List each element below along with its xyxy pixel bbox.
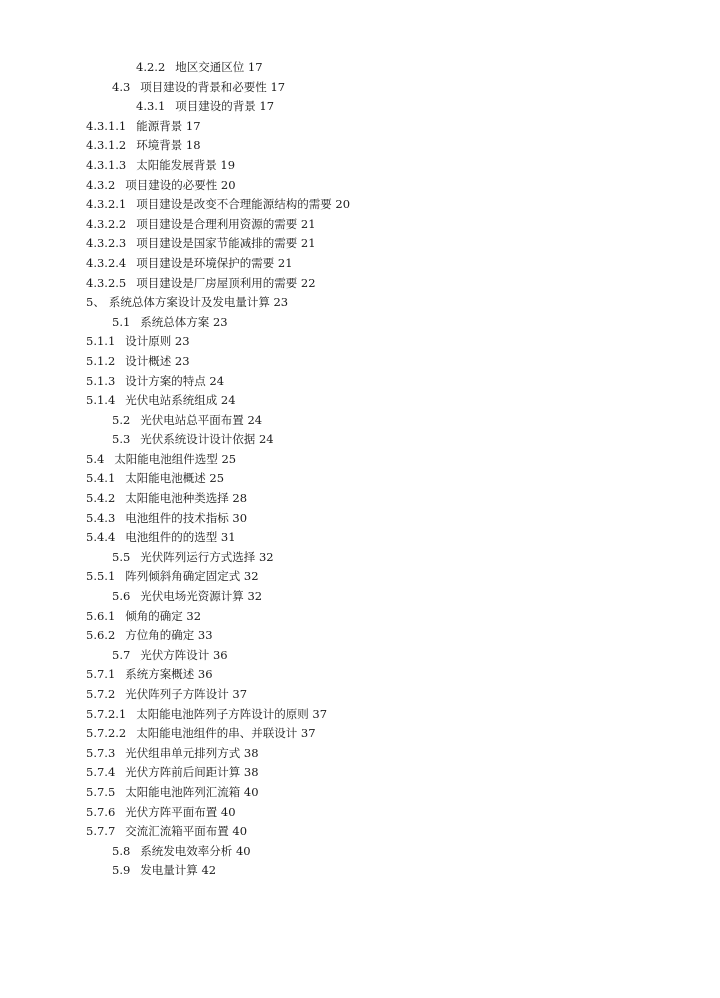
toc-entry-number: 4.3.2 [86,177,116,192]
toc-entry-number: 4.3.1 [136,99,166,114]
toc-entry-title: 设计概述 23 [125,353,190,368]
toc-entry-title: 太阳能电池组件的串、并联设计 37 [136,726,316,741]
toc-entry-title: 太阳能电池阵列汇流箱 40 [125,784,259,799]
toc-entry-number: 5.7.2.1 [86,706,127,721]
toc-entry[interactable] [0,861,720,881]
toc-entry-number: 5.6.2 [86,628,116,643]
toc-entry-number: 5.7.2 [86,687,116,701]
toc-entry[interactable] [0,528,720,548]
toc-entry-number: 4.3.1.2 [86,138,127,153]
toc-entry-title: 项目建设是改变不合理能源结构的需要 20 [136,197,351,212]
toc-entry-number: 5.7.1 [86,667,116,682]
toc-entry-title: 项目建设的背景 17 [175,99,275,114]
toc-entry-number: 5.7.5 [86,784,116,799]
toc-entry[interactable] [0,332,720,352]
toc-entry-title: 光伏电场光资源计算 32 [140,589,263,604]
toc-entry[interactable] [0,822,720,842]
toc-entry[interactable] [0,783,720,803]
toc-entry-number: 5.1.4 [86,393,116,408]
toc-entry-number: 5.1.1 [86,334,116,349]
toc-entry[interactable] [0,97,720,117]
toc-entry[interactable] [0,450,720,470]
toc-entry-title: 项目建设的必要性 20 [125,177,236,192]
toc-entry[interactable] [0,372,720,392]
toc-entry-number: 4.3 [112,79,131,94]
toc-entry-title: 太阳能电池概述 25 [125,471,225,486]
toc-entry-number: 5.6.1 [86,608,116,623]
toc-entry[interactable] [0,430,720,450]
toc-entry[interactable] [0,391,720,411]
toc-entry[interactable] [0,842,720,862]
toc-entry[interactable] [0,646,720,666]
toc-entry-title: 设计原则 23 [125,334,190,349]
toc-entry[interactable] [0,58,720,78]
toc-entry-title: 光伏组串单元排列方式 38 [125,745,259,760]
toc-entry-title: 光伏方阵设计 36 [140,647,228,662]
toc-entry[interactable] [0,548,720,568]
toc-entry[interactable] [0,744,720,764]
toc-entry[interactable] [0,489,720,509]
toc-entry-title: 能源背景 17 [136,118,201,133]
toc-entry-title: 电池组件的技术指标 30 [125,510,248,525]
toc-entry-title: 项目建设是厂房屋顶利用的需要 22 [136,275,316,290]
toc-entry[interactable] [0,411,720,431]
toc-entry-number: 5.7.4 [86,765,116,780]
toc-entry[interactable] [0,469,720,489]
toc-entry-number: 5.7 [112,647,131,662]
toc-entry[interactable] [0,567,720,587]
toc-entry-number: 5.1.2 [86,353,116,368]
toc-entry-number: 5.4.1 [86,471,116,486]
toc-entry-number: 5.4.2 [86,491,116,506]
toc-entry-title: 交流汇流箱平面布置 40 [125,824,248,839]
toc-entry-number: 5.7.2.2 [86,726,127,741]
toc-entry-number: 5.7.7 [86,824,116,839]
toc-entry-number: 5.6 [112,589,131,604]
toc-entry-number: 5.4 [86,451,105,466]
toc-entry-number: 5.4.4 [86,530,116,545]
toc-entry[interactable] [0,626,720,646]
toc-entry-title: 光伏方阵前后间距计算 38 [125,765,259,780]
toc-entry-number: 5.1.3 [86,373,116,388]
toc-entry-number: 4.2.2 [136,60,166,74]
toc-entry-title: 系统总体方案 23 [140,314,228,329]
toc-entry-title: 太阳能电池种类选择 28 [125,491,248,506]
toc-entry-title: 项目建设是环境保护的需要 21 [136,255,293,270]
toc-entry-number: 4.3.2.5 [86,275,127,290]
toc-entry[interactable] [0,254,720,274]
toc-entry-title: 电池组件的的选型 31 [125,530,236,545]
toc-entry-number: 5.1 [112,314,131,329]
toc-entry-number: 4.3.1.3 [86,157,127,172]
toc-entry[interactable] [0,215,720,235]
toc-entry[interactable] [0,587,720,607]
toc-entry[interactable] [0,665,720,685]
toc-entry[interactable] [0,195,720,215]
toc-entry-title: 设计方案的特点 24 [125,373,225,388]
toc-entry[interactable] [0,763,720,783]
toc-entry-title: 发电量计算 42 [140,863,217,878]
toc-entry-title: 光伏阵列运行方式选择 32 [140,549,274,564]
toc-entry-number: 4.3.1.1 [86,118,127,133]
toc-entry-number: 4.3.2.1 [86,197,127,212]
toc-entry-title: 环境背景 18 [136,138,201,153]
toc-entry-title: 光伏电站总平面布置 24 [140,412,263,427]
toc-entry-number: 5.2 [112,412,131,427]
toc-entry-number: 5.7.3 [86,745,116,760]
toc-entry[interactable] [0,685,720,705]
toc-entry-number: 4.3.2.2 [86,216,127,231]
toc-entry-number: 5.5.1 [86,569,116,584]
toc-entry[interactable] [0,607,720,627]
toc-entry-title: 系统发电效率分析 40 [140,843,251,858]
toc-entry[interactable] [0,293,720,313]
toc-entry-number: 5.8 [112,843,131,858]
toc-entry-title: 地区交通区位 17 [175,60,263,74]
toc-entry-title: 光伏方阵平面布置 40 [125,804,236,819]
toc-entry-title: 光伏阵列子方阵设计 37 [125,687,248,701]
toc-entry-number: 5.9 [112,863,131,878]
toc-entry-title: 太阳能电池阵列子方阵设计的原则 37 [136,706,328,721]
toc-entry[interactable] [0,705,720,725]
toc-entry-title: 阵列倾斜角确定固定式 32 [125,569,259,584]
toc-entry-number: 4.3.2.3 [86,236,127,251]
toc-entry-title: 系统总体方案设计及发电量计算 23 [108,295,289,310]
toc-entry-title: 系统方案概述 36 [125,667,213,682]
toc-entry-title: 光伏系统设计设计依据 24 [140,432,274,447]
toc-entry[interactable] [0,136,720,156]
toc-entry[interactable] [0,509,720,529]
toc-entry-title: 光伏电站系统组成 24 [125,393,236,408]
toc-entry-title: 方位角的确定 33 [125,628,213,643]
toc-entry-title: 倾角的确定 32 [125,608,202,623]
toc-entry[interactable] [0,803,720,823]
toc-entry[interactable] [0,313,720,333]
toc-entry-title: 太阳能发展背景 19 [136,157,236,172]
toc-entry-number: 5、 [86,295,105,310]
toc-entry[interactable] [0,724,720,744]
toc-entry[interactable] [0,176,720,196]
table-of-contents [0,58,720,881]
toc-entry-title: 项目建设是国家节能减排的需要 21 [136,236,316,251]
toc-entry-number: 5.7.6 [86,804,116,819]
toc-entry[interactable] [0,234,720,254]
toc-entry-number: 5.4.3 [86,510,116,525]
toc-entry[interactable] [0,117,720,137]
toc-entry-number: 5.3 [112,432,131,447]
toc-entry-title: 太阳能电池组件选型 25 [114,451,237,466]
toc-entry-number: 5.5 [112,549,131,564]
toc-entry[interactable] [0,78,720,98]
toc-entry-title: 项目建设的背景和必要性 17 [140,79,286,94]
toc-entry[interactable] [0,156,720,176]
toc-entry[interactable] [0,274,720,294]
toc-entry[interactable] [0,352,720,372]
toc-entry-number: 4.3.2.4 [86,255,127,270]
toc-entry-title: 项目建设是合理利用资源的需要 21 [136,216,316,231]
